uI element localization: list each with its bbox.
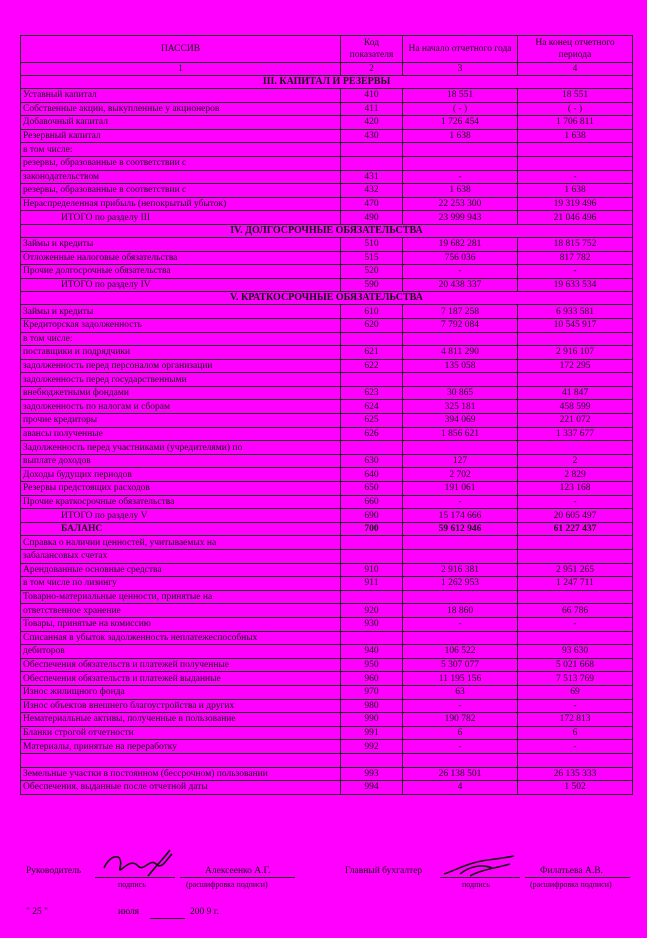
row-value-end: [518, 550, 633, 564]
accountant-name-line: [525, 877, 630, 878]
row-value-start: 2 702: [403, 468, 518, 482]
row-value-start: 11 195 156: [403, 672, 518, 686]
row-value-start: 18 860: [403, 604, 518, 618]
row-label: задолженность перед персоналом организации: [21, 359, 341, 373]
row-value-start: -: [403, 495, 518, 509]
row-code: 626: [341, 427, 403, 441]
row-code: 470: [341, 197, 403, 211]
row-label: Обеспечения обязательств и платежей полученные: [21, 658, 341, 672]
row-value-start: 22 253 300: [403, 197, 518, 211]
row-code: 920: [341, 604, 403, 618]
row-label: Прочие долгосрочные обязательства: [21, 265, 341, 279]
row-value-start: 1 856 621: [403, 427, 518, 441]
row-value-start: -: [403, 265, 518, 279]
row-value-start: [403, 590, 518, 604]
date-month-line: [150, 918, 185, 919]
row-label: ИТОГО по разделу III: [21, 211, 341, 225]
row-value-end: [518, 631, 633, 645]
row-code: 992: [341, 740, 403, 754]
row-code: 420: [341, 116, 403, 130]
row-value-end: 2: [518, 454, 633, 468]
row-code: 624: [341, 400, 403, 414]
row-value-end: 19 633 534: [518, 278, 633, 292]
row-label: Резервный капитал: [21, 129, 341, 143]
row-label: Доходы будущих периодов: [21, 468, 341, 482]
row-label: задолженность по налогам и сборам: [21, 400, 341, 414]
row-label: ИТОГО по разделу V: [21, 509, 341, 523]
col-index: 2: [341, 63, 403, 76]
row-value-start: 5 307 077: [403, 658, 518, 672]
row-code: 620: [341, 318, 403, 332]
row-code: 994: [341, 781, 403, 795]
row-value-end: [518, 753, 633, 767]
table-row: [21, 482, 633, 496]
accountant-sign-caption: подпись: [462, 880, 490, 889]
row-value-end: 7 513 769: [518, 672, 633, 686]
row-value-end: [518, 590, 633, 604]
row-code: [341, 753, 403, 767]
row-code: 960: [341, 672, 403, 686]
row-value-start: 18 551: [403, 89, 518, 103]
row-value-end: 6 933 581: [518, 305, 633, 319]
row-label: в том числе:: [21, 332, 341, 346]
row-code: [341, 373, 403, 387]
table-row: [21, 129, 633, 143]
table-row: [21, 427, 633, 441]
table-row: [21, 386, 633, 400]
row-code: 621: [341, 346, 403, 360]
table-row: [21, 400, 633, 414]
row-value-end: 6: [518, 726, 633, 740]
row-value-end: -: [518, 699, 633, 713]
row-value-start: 19 682 281: [403, 237, 518, 251]
row-label: авансы полученные: [21, 427, 341, 441]
col-index: 3: [403, 63, 518, 76]
row-code: 431: [341, 170, 403, 184]
table-row: [21, 645, 633, 659]
row-label: Земельные участки в постоянном (бессрочном) пользовании: [21, 767, 341, 781]
row-value-end: 26 135 333: [518, 767, 633, 781]
row-code: 623: [341, 386, 403, 400]
table-row: [21, 441, 633, 455]
row-value-start: 4 811 290: [403, 346, 518, 360]
liabilities-table: [20, 35, 633, 795]
row-value-start: 7 187 258: [403, 305, 518, 319]
table-row: [21, 414, 633, 428]
table-row: [21, 224, 633, 237]
row-code: 650: [341, 482, 403, 496]
row-label: Бланки строгой отчетности: [21, 726, 341, 740]
table-row: [21, 292, 633, 305]
row-label: Нематериальные активы, полученные в пользование: [21, 713, 341, 727]
row-value-start: 190 782: [403, 713, 518, 727]
row-value-end: 123 168: [518, 482, 633, 496]
row-code: [341, 550, 403, 564]
row-label: ответственное хранение: [21, 604, 341, 618]
row-value-end: [518, 156, 633, 170]
row-value-end: 172 813: [518, 713, 633, 727]
table-row: [21, 685, 633, 699]
row-value-start: 20 438 337: [403, 278, 518, 292]
row-value-start: 7 792 084: [403, 318, 518, 332]
table-row: [21, 102, 633, 116]
row-label: Справка о наличии ценностей, учитываемых на: [21, 536, 341, 550]
row-value-start: -: [403, 617, 518, 631]
row-value-start: 26 138 501: [403, 767, 518, 781]
row-label: прочие кредиторы: [21, 414, 341, 428]
row-value-start: 127: [403, 454, 518, 468]
row-label: Задолженность перед участниками (учредителями) по: [21, 441, 341, 455]
row-label: Резервы предстоящих расходов: [21, 482, 341, 496]
row-value-start: [403, 441, 518, 455]
row-code: 625: [341, 414, 403, 428]
row-value-start: [403, 332, 518, 346]
row-label: внебюджетными фондами: [21, 386, 341, 400]
row-value-start: [403, 156, 518, 170]
row-code: 610: [341, 305, 403, 319]
table-row: [21, 604, 633, 618]
date-year: 200 9 г.: [190, 907, 219, 917]
col-header-code: Код показателя: [341, 36, 403, 63]
head-name-caption: (расшифровка подписи): [186, 880, 268, 889]
row-value-start: [403, 753, 518, 767]
row-value-end: [518, 373, 633, 387]
table-row: [21, 726, 633, 740]
table-row: [21, 251, 633, 265]
table-row: [21, 495, 633, 509]
row-value-start: 135 058: [403, 359, 518, 373]
row-value-end: 1 706 811: [518, 116, 633, 130]
row-value-end: 817 782: [518, 251, 633, 265]
row-label: забалансовых счетах: [21, 550, 341, 564]
accountant-label: Главный бухгалтер: [345, 866, 423, 876]
table-row: [21, 237, 633, 251]
table-row: [21, 767, 633, 781]
row-value-end: 2 829: [518, 468, 633, 482]
row-label: [21, 753, 341, 767]
row-value-end: 172 295: [518, 359, 633, 373]
row-label: Добавочный капитал: [21, 116, 341, 130]
row-value-start: [403, 536, 518, 550]
row-label: резервы, образованные в соответствии с: [21, 156, 341, 170]
table-row: [21, 332, 633, 346]
col-header-end: На конец отчетного периода: [518, 36, 633, 63]
row-code: [341, 332, 403, 346]
row-value-start: 6: [403, 726, 518, 740]
row-label: дебиторов: [21, 645, 341, 659]
row-label: Займы и кредиты: [21, 237, 341, 251]
table-row: [21, 211, 633, 225]
row-label: Займы и кредиты: [21, 305, 341, 319]
col-header-name: ПАССИВ: [21, 36, 341, 63]
row-code: 990: [341, 713, 403, 727]
table-row: [21, 468, 633, 482]
row-code: 640: [341, 468, 403, 482]
row-value-start: -: [403, 170, 518, 184]
table-row: [21, 577, 633, 591]
section-heading: V. КРАТКОСРОЧНЫЕ ОБЯЗАТЕЛЬСТВА: [21, 292, 633, 305]
row-value-end: 1 638: [518, 184, 633, 198]
row-value-start: [403, 550, 518, 564]
row-code: 970: [341, 685, 403, 699]
col-header-start: На начало отчетного года: [403, 36, 518, 63]
row-label: Прочие краткосрочные обязательства: [21, 495, 341, 509]
row-value-end: 458 599: [518, 400, 633, 414]
row-value-start: 1 638: [403, 184, 518, 198]
row-value-start: 4: [403, 781, 518, 795]
row-code: 950: [341, 658, 403, 672]
row-value-start: 30 865: [403, 386, 518, 400]
table-row: [21, 318, 633, 332]
date-month: июля: [118, 907, 140, 917]
row-label: поставщики и подрядчики: [21, 346, 341, 360]
row-label: Износ объектов внешнего благоустройства и других: [21, 699, 341, 713]
row-code: 690: [341, 509, 403, 523]
row-code: [341, 631, 403, 645]
table-row: [21, 563, 633, 577]
row-value-end: -: [518, 617, 633, 631]
table-row: [21, 143, 633, 157]
row-code: 590: [341, 278, 403, 292]
row-value-start: 1 726 454: [403, 116, 518, 130]
row-label: Обеспечения обязательств и платежей выданные: [21, 672, 341, 686]
row-label: задолженность перед государственными: [21, 373, 341, 387]
table-row: [21, 672, 633, 686]
row-code: [341, 156, 403, 170]
row-value-start: 1 262 953: [403, 577, 518, 591]
row-label: Обеспечения, выданные после отчетной даты: [21, 781, 341, 795]
row-value-end: [518, 332, 633, 346]
accountant-signature: [440, 850, 520, 880]
row-value-end: [518, 536, 633, 550]
table-row: [21, 454, 633, 468]
row-label: выплате доходов: [21, 454, 341, 468]
row-value-end: 18 815 752: [518, 237, 633, 251]
row-code: 700: [341, 522, 403, 536]
row-code: 911: [341, 577, 403, 591]
row-code: 630: [341, 454, 403, 468]
table-row: [21, 265, 633, 279]
row-value-start: 756 036: [403, 251, 518, 265]
table-row: [21, 617, 633, 631]
table-row: [21, 550, 633, 564]
section-heading: IV. ДОЛГОСРОЧНЫЕ ОБЯЗАТЕЛЬСТВА: [21, 224, 633, 237]
row-value-end: ( - ): [518, 102, 633, 116]
table-row: [21, 713, 633, 727]
row-value-end: 20 605 497: [518, 509, 633, 523]
row-value-end: 5 021 668: [518, 658, 633, 672]
row-value-start: ( - ): [403, 102, 518, 116]
row-label: в том числе:: [21, 143, 341, 157]
row-code: 510: [341, 237, 403, 251]
row-value-start: 394 069: [403, 414, 518, 428]
row-value-start: 325 181: [403, 400, 518, 414]
row-value-start: [403, 631, 518, 645]
row-label: ИТОГО по разделу IV: [21, 278, 341, 292]
row-label: Кредиторская задолженность: [21, 318, 341, 332]
row-code: 432: [341, 184, 403, 198]
row-value-start: 191 061: [403, 482, 518, 496]
date-day: " 25 ": [26, 907, 49, 917]
table-row: [21, 590, 633, 604]
row-label: законодательством: [21, 170, 341, 184]
row-value-end: 10 545 917: [518, 318, 633, 332]
row-value-end: 61 227 437: [518, 522, 633, 536]
row-label: резервы, образованные в соответствии с: [21, 184, 341, 198]
section-heading: III. КАПИТАЛ И РЕЗЕРВЫ: [21, 76, 633, 89]
row-value-end: 1 337 677: [518, 427, 633, 441]
row-code: 430: [341, 129, 403, 143]
table-row: [21, 536, 633, 550]
row-value-end: 93 630: [518, 645, 633, 659]
row-code: 940: [341, 645, 403, 659]
row-code: 993: [341, 767, 403, 781]
accountant-name-caption: (расшифровка подписи): [530, 880, 612, 889]
row-value-end: 2 951 265: [518, 563, 633, 577]
row-value-start: -: [403, 740, 518, 754]
table-row: [21, 740, 633, 754]
row-value-start: 1 638: [403, 129, 518, 143]
row-value-end: 18 551: [518, 89, 633, 103]
head-label: Руководитель: [26, 866, 82, 876]
row-label: Нераспределенная прибыль (непокрытый убыток): [21, 197, 341, 211]
row-label: Арендованные основные средства: [21, 563, 341, 577]
row-value-start: [403, 373, 518, 387]
row-value-start: [403, 143, 518, 157]
row-value-end: -: [518, 170, 633, 184]
accountant-sign-line: [440, 877, 520, 878]
row-label: Материалы, принятые на переработку: [21, 740, 341, 754]
table-row: [21, 305, 633, 319]
table-row: [21, 184, 633, 198]
row-value-end: -: [518, 495, 633, 509]
row-label: в том числе по лизингу: [21, 577, 341, 591]
row-value-end: -: [518, 265, 633, 279]
table-row: [21, 89, 633, 103]
row-code: [341, 536, 403, 550]
table-row: [21, 197, 633, 211]
row-code: 410: [341, 89, 403, 103]
table-row: [21, 278, 633, 292]
table-row: [21, 116, 633, 130]
row-code: 515: [341, 251, 403, 265]
row-value-end: -: [518, 740, 633, 754]
head-sign-caption: подпись: [118, 880, 146, 889]
row-code: 411: [341, 102, 403, 116]
row-label: Товарно-материальные ценности, принятые на: [21, 590, 341, 604]
table-row: [21, 631, 633, 645]
table-row: [21, 699, 633, 713]
row-code: 490: [341, 211, 403, 225]
row-value-start: 2 916 381: [403, 563, 518, 577]
row-label: БАЛАНС: [21, 522, 341, 536]
row-code: [341, 590, 403, 604]
row-code: 991: [341, 726, 403, 740]
row-label: Отложенные налоговые обязательства: [21, 251, 341, 265]
row-value-start: 106 522: [403, 645, 518, 659]
col-index: 1: [21, 63, 341, 76]
head-signature: [100, 846, 180, 880]
row-value-start: 63: [403, 685, 518, 699]
table-row: [21, 781, 633, 795]
row-label: Собственные акции, выкупленные у акционеров: [21, 102, 341, 116]
accountant-name: Филатьева А.В.: [540, 866, 603, 876]
row-label: Износ жилищного фонда: [21, 685, 341, 699]
row-value-start: 15 174 666: [403, 509, 518, 523]
table-row: [21, 509, 633, 523]
row-label: Товары, принятые на комиссию: [21, 617, 341, 631]
row-code: 910: [341, 563, 403, 577]
table-row: [21, 753, 633, 767]
row-value-end: 66 786: [518, 604, 633, 618]
table-row: [21, 522, 633, 536]
table-row: [21, 373, 633, 387]
row-value-end: 1 247 711: [518, 577, 633, 591]
row-code: 520: [341, 265, 403, 279]
col-index: 4: [518, 63, 633, 76]
row-value-end: 1 638: [518, 129, 633, 143]
head-name: Алексеенко А.Г.: [205, 866, 271, 876]
row-label: Списанная в убыток задолженность неплатежеспособных: [21, 631, 341, 645]
table-row: [21, 76, 633, 89]
row-code: 930: [341, 617, 403, 631]
row-value-end: [518, 441, 633, 455]
row-value-end: 2 916 107: [518, 346, 633, 360]
table-row: [21, 359, 633, 373]
row-code: [341, 441, 403, 455]
balance-sheet: [20, 35, 632, 795]
row-value-end: [518, 143, 633, 157]
head-name-line: [180, 877, 295, 878]
row-code: [341, 143, 403, 157]
row-value-start: -: [403, 699, 518, 713]
row-value-end: 221 072: [518, 414, 633, 428]
row-value-start: 23 999 943: [403, 211, 518, 225]
row-value-end: 21 046 496: [518, 211, 633, 225]
row-value-end: 19 319 496: [518, 197, 633, 211]
row-code: 980: [341, 699, 403, 713]
table-row: [21, 658, 633, 672]
row-value-start: 59 612 946: [403, 522, 518, 536]
row-label: Уставный капитал: [21, 89, 341, 103]
head-sign-line: [95, 877, 175, 878]
row-code: 660: [341, 495, 403, 509]
row-value-end: 69: [518, 685, 633, 699]
row-code: 622: [341, 359, 403, 373]
table-row: [21, 346, 633, 360]
table-row: [21, 170, 633, 184]
row-value-end: 41 847: [518, 386, 633, 400]
table-row: [21, 156, 633, 170]
row-value-end: 1 502: [518, 781, 633, 795]
